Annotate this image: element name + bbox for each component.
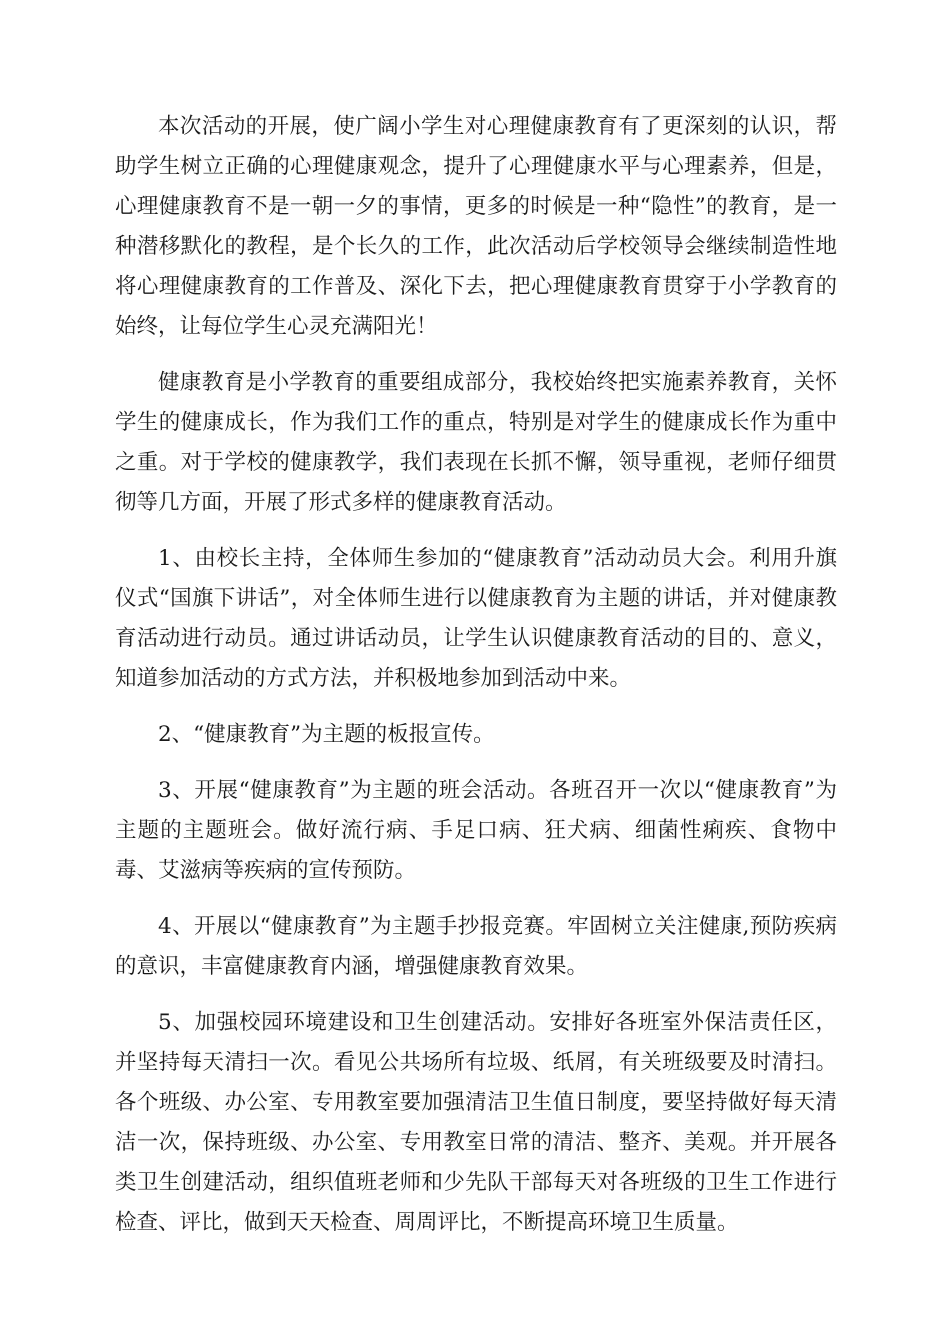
list-item-campus-environment: 5、加强校园环境建设和卫生创建活动。安排好各班室外保洁责任区，并坚持每天清扫一次。看见公共场所有垃圾、纸屑，有关班级要及时清扫。各个班级、办公室、专用教室要加强清洁卫生值日制度，要坚持做好每天清洁一次，保持班级、办公室、专用教室日常的清洁、整齐、美观。并开展各类卫生创建活动，组织值班老师和少先队干部每天对各班级的卫生工作进行检查、评比，做到天天检查、周周评比，不断提高环境卫生质量。 xyxy=(115,1010,837,1235)
list-item-blackboard-publicity: 2、“健康教育”为主题的板报宣传。 xyxy=(158,722,495,747)
list-item-class-meeting: 3、开展“健康教育”为主题的班会活动。各班召开一次以“健康教育”为主题的主题班会。做好流行病、手足口病、狂犬病、细菌性痢疾、食物中毒、艾滋病等疾病的宣传预防。 xyxy=(115,778,837,883)
document-page xyxy=(115,107,837,1259)
paragraph-activity-summary: 本次活动的开展，使广阔小学生对心理健康教育有了更深刻的认识，帮助学生树立正确的心理健康观念，提升了心理健康水平与心理素养，但是，心理健康教育不是一朝一夕的事情，更多的时候是一种“隐性”的教育，是一种潜移默化的教程，是个长久的工作，此次活动后学校领导会继续制造性地将心理健康教育的工作普及、深化下去，把心理健康教育贯穿于小学教育的始终，让每位学生心灵充满阳光！ xyxy=(115,114,837,339)
list-item-mobilization-meeting: 1、由校长主持，全体师生参加的“健康教育”活动动员大会。利用升旗仪式“国旗下讲话”，对全体师生进行以健康教育为主题的讲话，并对健康教育活动进行动员。通过讲话动员，让学生认识健康教育活动的目的、意义，知道参加活动的方式方法，并积极地参加到活动中来。 xyxy=(115,546,837,691)
list-item-handwritten-newspaper: 4、开展以“健康教育”为主题手抄报竞赛。牢固树立关注健康,预防疾病的意识，丰富健康教育内涵，增强健康教育效果。 xyxy=(115,914,837,979)
paragraph-health-education-intro: 健康教育是小学教育的重要组成部分，我校始终把实施素养教育，关怀学生的健康成长，作为我们工作的重点，特别是对学生的健康成长作为重中之重。对于学校的健康教学，我们表现在长抓不懈，领导重视，老师仔细贯彻等几方面，开展了形式多样的健康教育活动。 xyxy=(115,370,837,515)
